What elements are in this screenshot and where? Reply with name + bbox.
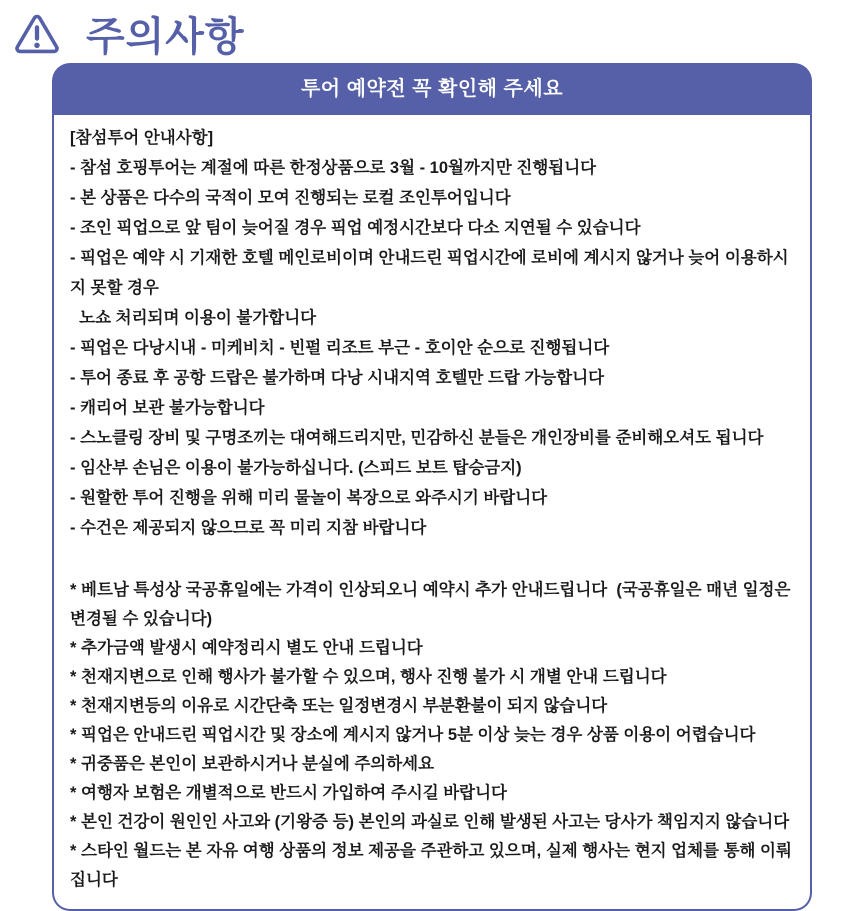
- page-title-row: [0, 0, 860, 59]
- notice-line: - 픽업은 다낭시내 - 미케비치 - 빈펄 리조트 부근 - 호이안 순으로 진행됩니다: [70, 339, 610, 357]
- notice-line: * 본인 건강이 원인인 사고와 (기왕증 등) 본인의 과실로 인해 발생된 사고는 당사가 책임지지 않습니다: [70, 813, 790, 831]
- notice-line: - 임산부 손님은 이용이 불가능하십니다. (스피드 보트 탑승금지): [70, 459, 522, 477]
- notice-line: - 캐리어 보관 불가능합니다: [70, 399, 265, 417]
- star-notice-list: [70, 576, 796, 895]
- notice-line: - 본 상품은 다수의 국적이 모여 진행되는 로컬 조인투어입니다: [70, 189, 511, 207]
- notice-line: * 천재지변으로 인해 행사가 불가할 수 있으며, 행사 진행 불가 시 개별 안내 드립니다: [70, 668, 667, 686]
- notice-line: - 조인 픽업으로 앞 팀이 늦어질 경우 픽업 예정시간보다 다소 지연될 수 있습니다: [70, 219, 641, 237]
- notice-line: * 픽업은 안내드린 픽업시간 및 장소에 계시지 않거나 5분 이상 늦는 경우 상품 이용이 어렵습니다: [70, 726, 756, 744]
- dash-notice-list: [70, 153, 796, 543]
- notice-intro: [참섬투어 안내사항]: [70, 129, 214, 147]
- notice-box: [52, 63, 812, 911]
- notice-line: - 스노클링 장비 및 구명조끼는 대여해드리지만, 민감하신 분들은 개인장비를 준비해오셔도 됩니다: [70, 429, 764, 447]
- notice-line: - 참섬 호핑투어는 계절에 따른 한정상품으로 3월 - 10월까지만 진행됩니다: [70, 159, 597, 177]
- notice-line: - 원할한 투어 진행을 위해 미리 물놀이 복장으로 와주시기 바랍니다: [70, 489, 548, 507]
- notice-box-header: 투어 예약전 꼭 확인해 주세요: [52, 63, 812, 115]
- notice-line: * 귀중품은 본인이 보관하시거나 분실에 주의하세요: [70, 755, 435, 773]
- notice-line: - 픽업은 예약 시 기재한 호텔 메인로비이며 안내드린 픽업시간에 로비에 계시지 않거나 늦어 이용하시지 못할 경우: [70, 249, 789, 297]
- notice-line: * 천재지변등의 이유로 시간단축 또는 일정변경시 부분환불이 되지 않습니다: [70, 697, 608, 715]
- notice-line: * 스타인 월드는 본 자유 여행 상품의 정보 제공을 주관하고 있으며, 실제 행사는 현지 업체를 통해 이뤄집니다: [70, 842, 792, 889]
- warning-triangle-icon: [14, 13, 60, 54]
- notice-line: * 베트남 특성상 국공휴일에는 가격이 인상되오니 예약시 추가 안내드립니다 (국공휴일은 매년 일정은 변경될 수 있습니다): [70, 581, 796, 628]
- notice-line: - 수건은 제공되지 않으므로 꼭 미리 지참 바랍니다: [70, 519, 427, 537]
- notice-line: * 여행자 보험은 개별적으로 반드시 가입하여 주시길 바랍니다: [70, 784, 507, 802]
- notice-line: 노쇼 처리되며 이용이 불가합니다: [70, 309, 317, 327]
- notice-box-body: [52, 115, 812, 911]
- page-title: 주의사항: [86, 14, 245, 59]
- notice-line: - 투어 종료 후 공항 드랍은 불가하며 다낭 시내지역 호텔만 드랍 가능합니다: [70, 369, 605, 387]
- list-spacer: [70, 543, 796, 576]
- notice-line: * 추가금액 발생시 예약정리시 별도 안내 드립니다: [70, 639, 423, 657]
